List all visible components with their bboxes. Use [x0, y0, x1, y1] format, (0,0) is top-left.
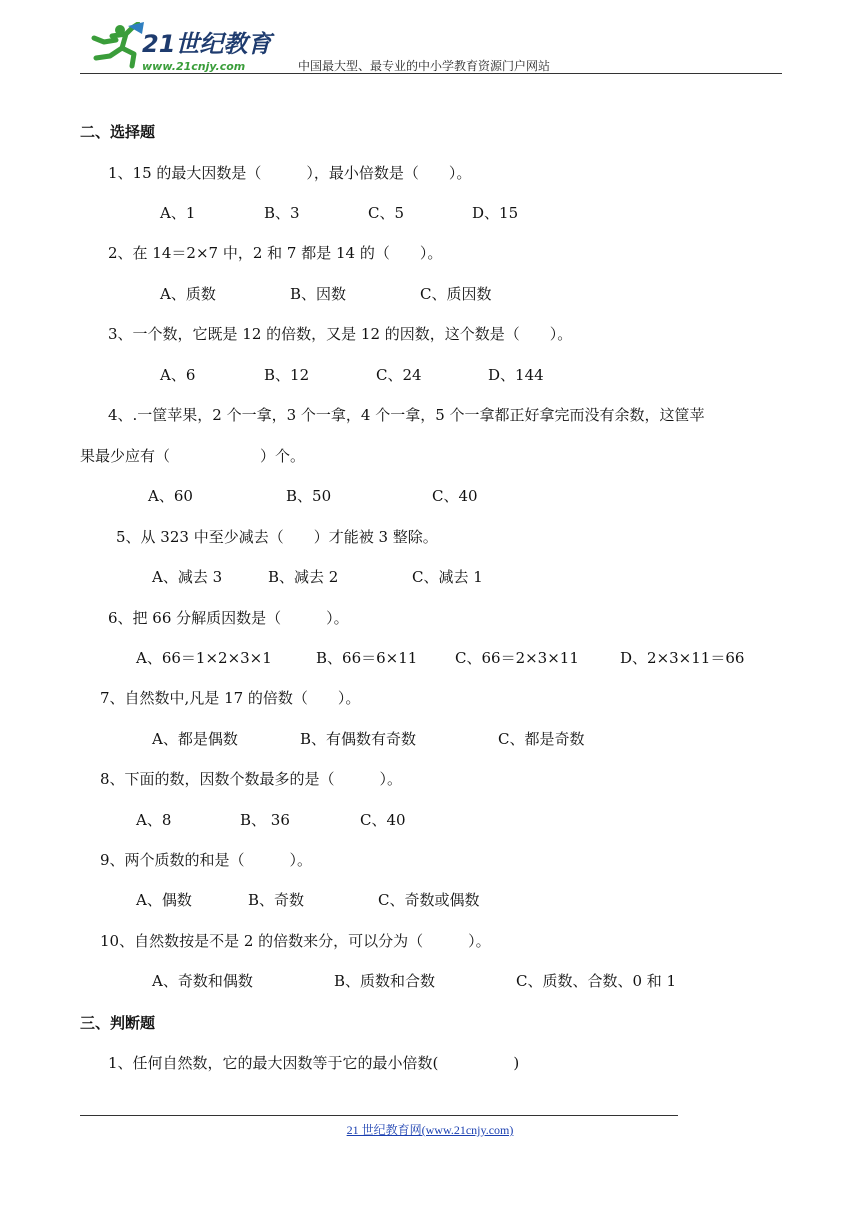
- runner-icon: [94, 22, 144, 66]
- option: B、 36: [240, 811, 290, 829]
- question-stem: 8、下面的数，因数个数最多的是（ ）。: [100, 770, 403, 788]
- question-stem: 7、自然数中,凡是 17 的倍数（ ）。: [100, 689, 361, 707]
- option: D、15: [472, 204, 519, 222]
- option: C、都是奇数: [498, 730, 585, 748]
- option: B、3: [264, 204, 300, 222]
- site-logo: [82, 22, 282, 74]
- question-stem: 3、一个数，它既是 12 的倍数，又是 12 的因数，这个数是（ ）。: [108, 325, 573, 343]
- option: B、质数和合数: [334, 972, 436, 990]
- option: B、50: [286, 487, 332, 505]
- footer-link[interactable]: 21 世纪教育网(www.21cnjy.com): [346, 1123, 514, 1137]
- question-stem: 10、自然数按是不是 2 的倍数来分，可以分为（ ）。: [100, 932, 491, 950]
- option: C、24: [376, 366, 422, 384]
- option: B、66＝6×11: [316, 649, 418, 667]
- judge-question: 1、任何自然数，它的最大因数等于它的最小倍数( ): [108, 1054, 520, 1072]
- option: B、因数: [290, 285, 347, 303]
- option: A、6: [160, 366, 196, 384]
- option: C、减去 1: [412, 568, 483, 586]
- question-stem: 4、.一筐苹果，2 个一拿，3 个一拿，4 个一拿，5 个一拿都正好拿完而没有余数，这筐苹: [108, 406, 705, 424]
- option: A、减去 3: [152, 568, 223, 586]
- option: C、66＝2×3×11: [455, 649, 579, 667]
- option: A、奇数和偶数: [152, 972, 253, 990]
- option: B、减去 2: [268, 568, 339, 586]
- option: C、40: [360, 811, 406, 829]
- option: C、奇数或偶数: [378, 891, 480, 909]
- option: B、奇数: [248, 891, 305, 909]
- section-title-judge: 三、判断题: [80, 1014, 156, 1032]
- option: C、5: [368, 204, 405, 222]
- option: C、40: [432, 487, 478, 505]
- question-stem: 5、从 323 中至少减去（ ）才能被 3 整除。: [116, 528, 438, 546]
- option: A、都是偶数: [152, 730, 238, 748]
- logo-text: 21世纪教育: [142, 30, 272, 58]
- option: A、1: [160, 204, 196, 222]
- header-tagline: 中国最大型、最专业的中小学教育资源门户网站: [298, 59, 551, 73]
- option: A、66＝1×2×3×1: [136, 649, 272, 667]
- question-stem-continued: 果最少应有（ ）个。: [80, 447, 306, 465]
- option: A、60: [148, 487, 193, 505]
- question-stem: 6、把 66 分解质因数是（ ）。: [108, 609, 349, 627]
- question-stem: 1、15 的最大因数是（ ），最小倍数是（ ）。: [108, 164, 472, 182]
- option: A、8: [136, 811, 172, 829]
- option: B、有偶数有奇数: [300, 730, 417, 748]
- option: D、2×3×11＝66: [620, 649, 745, 667]
- option: B、12: [264, 366, 310, 384]
- option: A、偶数: [136, 891, 192, 909]
- footer-divider: [80, 1115, 678, 1116]
- question-stem: 2、在 14＝2×7 中，2 和 7 都是 14 的（ ）。: [108, 244, 443, 262]
- option: A、质数: [160, 285, 216, 303]
- section-title-choice: 二、选择题: [80, 123, 156, 141]
- option: C、质因数: [420, 285, 492, 303]
- option: C、质数、合数、0 和 1: [516, 972, 677, 990]
- option: D、144: [488, 366, 544, 384]
- header-divider: [80, 73, 782, 74]
- logo-url: www.21cnjy.com: [142, 60, 246, 73]
- question-stem: 9、两个质数的和是（ ）。: [100, 851, 313, 869]
